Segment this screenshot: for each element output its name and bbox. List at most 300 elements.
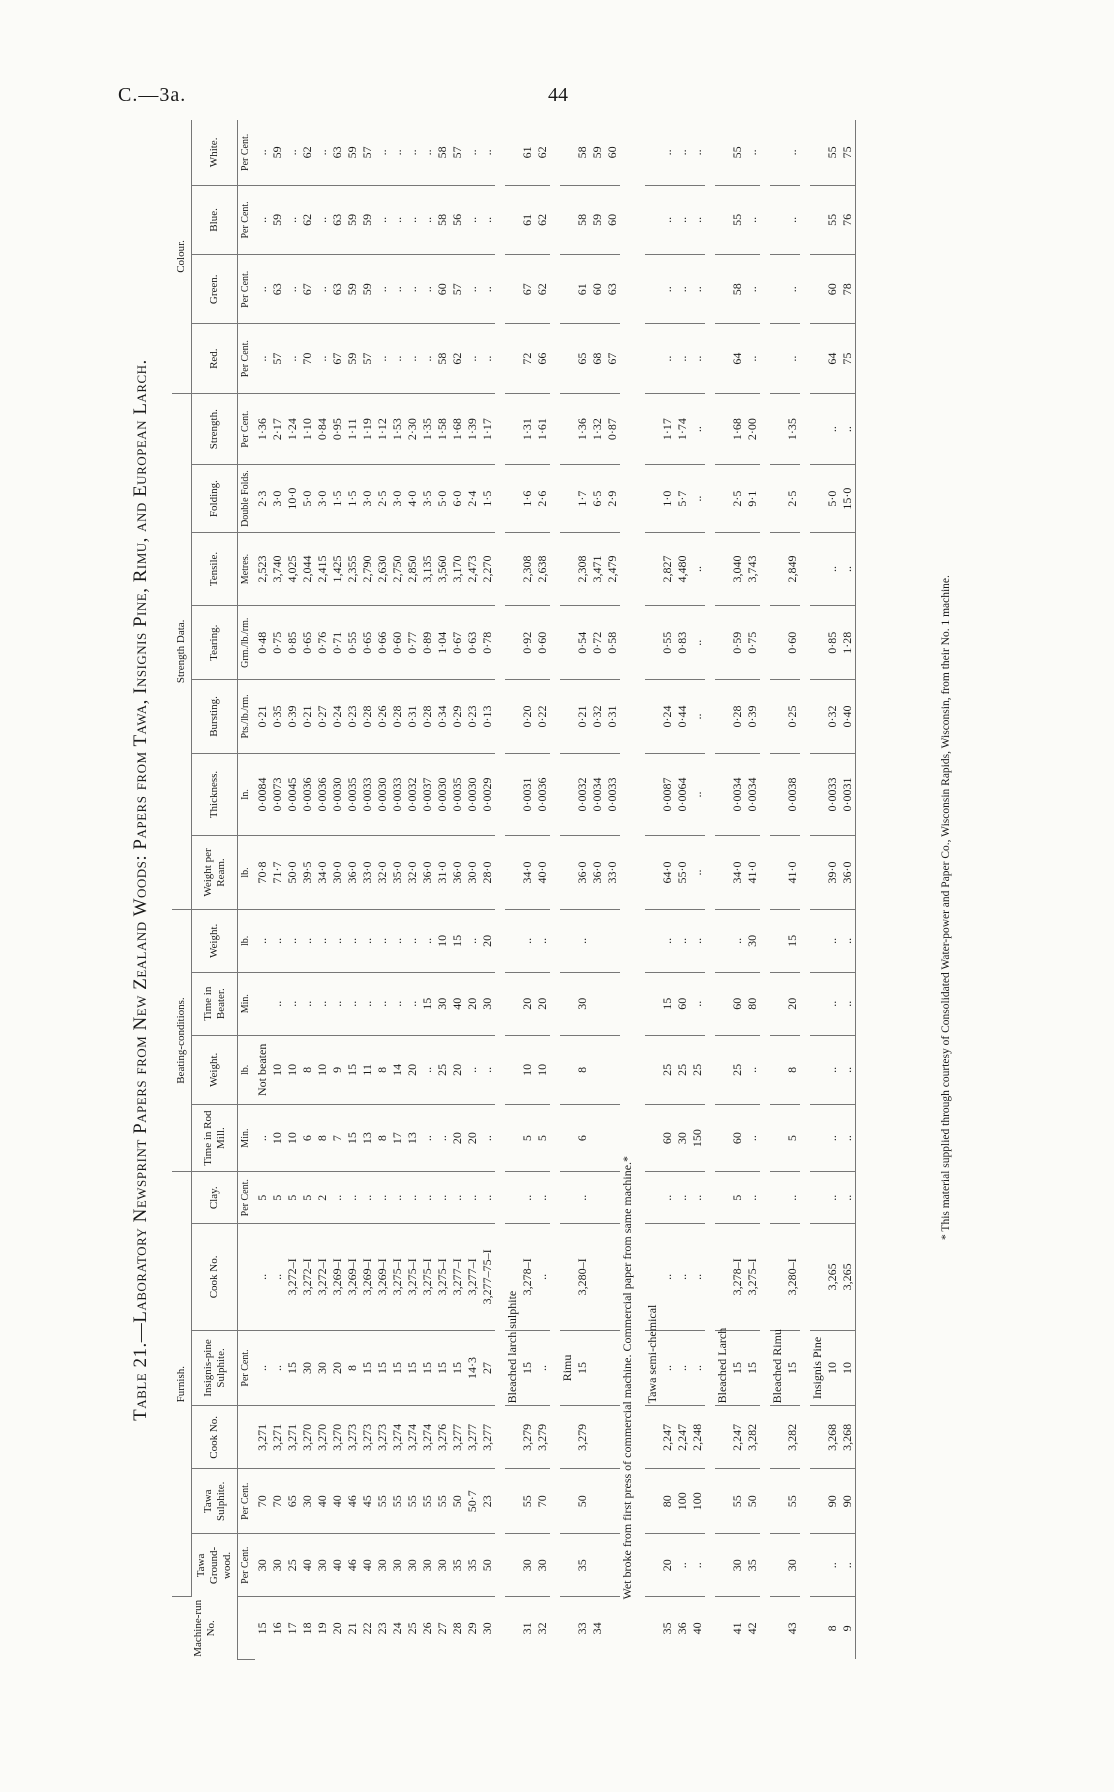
table-cell: .. bbox=[465, 1035, 480, 1104]
table-cell: 55 bbox=[405, 1469, 420, 1534]
table-cell: 15 bbox=[660, 972, 675, 1035]
blank-cell bbox=[715, 836, 730, 910]
table-cell: 25 bbox=[405, 1622, 419, 1635]
table-cell: 59 bbox=[360, 255, 375, 324]
table-cell: 25 bbox=[435, 1035, 450, 1104]
table-row bbox=[420, 120, 435, 1660]
table-cell: 0·59 bbox=[730, 606, 745, 680]
table-cell: 0·27 bbox=[315, 680, 330, 754]
blank-cell bbox=[810, 1105, 825, 1172]
table-cell: 5 bbox=[255, 1172, 270, 1224]
table-cell: .. bbox=[675, 1534, 690, 1597]
blank-cell bbox=[770, 1534, 785, 1597]
table-cell: .. bbox=[405, 185, 420, 254]
unit-cell: lb. bbox=[238, 909, 256, 972]
table-cell: .. bbox=[825, 1172, 840, 1224]
table-cell: 30 bbox=[270, 1534, 285, 1597]
table-cell: 64 bbox=[825, 324, 840, 393]
table-cell: 3,272–I bbox=[285, 1224, 300, 1330]
table-cell: 7 bbox=[330, 1105, 345, 1172]
table-cell: 10 bbox=[435, 909, 450, 972]
table-cell: 0·40 bbox=[840, 680, 856, 754]
table-cell: 15 bbox=[405, 1330, 420, 1406]
table-cell: .. bbox=[690, 393, 705, 465]
table-cell: 3,277–75–I bbox=[480, 1224, 495, 1330]
table-cell: 30 bbox=[730, 1534, 745, 1597]
table-cell: 55 bbox=[730, 120, 745, 185]
table-cell: 35 bbox=[465, 1534, 480, 1597]
table-cell: 15·0 bbox=[840, 465, 856, 532]
table-cell: .. bbox=[480, 185, 495, 254]
table-row bbox=[535, 120, 550, 1660]
table-cell: 65 bbox=[575, 324, 590, 393]
table-cell: .. bbox=[270, 1224, 285, 1330]
table-cell: 2,630 bbox=[375, 532, 390, 606]
table-cell: 0·0030 bbox=[435, 753, 450, 835]
col-header: Clay. bbox=[192, 1172, 238, 1224]
table-cell: 59 bbox=[345, 324, 360, 393]
table-cell: 0·0064 bbox=[675, 753, 690, 835]
table-cell: 0·60 bbox=[535, 606, 550, 680]
blank-cell bbox=[715, 753, 730, 835]
col-header: Green. bbox=[192, 255, 238, 324]
table-cell: 59 bbox=[590, 185, 605, 254]
table-cell: 55 bbox=[825, 185, 840, 254]
table-cell: 0·71 bbox=[330, 606, 345, 680]
table-cell: 90 bbox=[825, 1469, 840, 1534]
blank-cell bbox=[505, 1469, 520, 1534]
table-cell: 36 bbox=[675, 1622, 689, 1635]
table-cell: 0·85 bbox=[825, 606, 840, 680]
table-cell: 0·22 bbox=[535, 680, 550, 754]
table-cell: .. bbox=[690, 972, 705, 1035]
table-cell: 3,273 bbox=[375, 1406, 390, 1469]
blank-cell bbox=[505, 753, 520, 835]
table-cell: .. bbox=[690, 680, 705, 754]
table-cell: 68 bbox=[590, 324, 605, 393]
blank-cell bbox=[560, 1469, 575, 1534]
table-cell: .. bbox=[690, 1172, 705, 1224]
table-cell: 55 bbox=[375, 1469, 390, 1534]
table-cell: .. bbox=[405, 120, 420, 185]
table-cell: 5 bbox=[300, 1172, 315, 1224]
table-cell: 0·0029 bbox=[480, 753, 495, 835]
table-cell: 5 bbox=[270, 1172, 285, 1224]
table-cell: .. bbox=[660, 1330, 675, 1406]
table-cell: 30 bbox=[315, 1330, 330, 1406]
table-cell: 70 bbox=[255, 1469, 270, 1534]
table-cell: 1·17 bbox=[480, 393, 495, 465]
table-cell: 30 bbox=[785, 1534, 800, 1597]
table-cell: 34 bbox=[590, 1622, 604, 1635]
table-cell: 32·0 bbox=[375, 836, 390, 910]
table-cell: .. bbox=[405, 1172, 420, 1224]
table-cell: 5 bbox=[285, 1172, 300, 1224]
table-cell: 0·0037 bbox=[420, 753, 435, 835]
table-cell: 75 bbox=[840, 324, 856, 393]
table-row bbox=[785, 120, 800, 1660]
blank-cell bbox=[645, 120, 660, 185]
table-row bbox=[345, 120, 360, 1660]
table-cell: .. bbox=[270, 909, 285, 972]
blank-cell bbox=[560, 1534, 575, 1597]
table-cell: 0·0036 bbox=[300, 753, 315, 835]
table-cell: 10 bbox=[285, 1105, 300, 1172]
table-cell: .. bbox=[330, 1172, 345, 1224]
table-cell: 0·13 bbox=[480, 680, 495, 754]
table-cell: 10 bbox=[285, 1035, 300, 1104]
table-cell: 63 bbox=[605, 255, 620, 324]
table-cell: .. bbox=[285, 324, 300, 393]
blank-cell bbox=[770, 606, 785, 680]
table-cell: 58 bbox=[435, 185, 450, 254]
table-cell: .. bbox=[255, 255, 270, 324]
table-cell: 50 bbox=[745, 1469, 760, 1534]
table-cell: 61 bbox=[575, 255, 590, 324]
blank-cell bbox=[810, 972, 825, 1035]
table-cell bbox=[605, 1224, 620, 1330]
table-cell: .. bbox=[465, 120, 480, 185]
blank-cell bbox=[560, 753, 575, 835]
blank-cell bbox=[505, 465, 520, 532]
table-cell: 3,740 bbox=[270, 532, 285, 606]
table-cell: 30 bbox=[535, 1534, 550, 1597]
table-cell: 50 bbox=[450, 1469, 465, 1534]
table-cell: 13 bbox=[360, 1105, 375, 1172]
section-label: Bleached Larch bbox=[715, 1330, 730, 1406]
table-cell: 70 bbox=[270, 1469, 285, 1534]
table-cell: 10 bbox=[315, 1035, 330, 1104]
table-cell: 62 bbox=[450, 324, 465, 393]
table-cell bbox=[605, 972, 620, 1035]
table-cell: .. bbox=[535, 1224, 550, 1330]
table-cell bbox=[605, 1035, 620, 1104]
blank-cell bbox=[505, 1105, 520, 1172]
group-header-colour: Colour. bbox=[172, 120, 192, 393]
table-cell: 100 bbox=[690, 1469, 705, 1534]
table-cell: 60 bbox=[675, 972, 690, 1035]
table-cell: 0·0032 bbox=[575, 753, 590, 835]
table-cell: .. bbox=[330, 972, 345, 1035]
table-cell: 0·23 bbox=[465, 680, 480, 754]
section-label: Bleached larch sulphite bbox=[505, 1330, 520, 1406]
table-cell: 3,269–I bbox=[330, 1224, 345, 1330]
table-cell: 35 bbox=[575, 1534, 590, 1597]
blank-cell bbox=[505, 255, 520, 324]
table-cell: 57 bbox=[360, 120, 375, 185]
table-cell: 58 bbox=[435, 120, 450, 185]
table-row bbox=[730, 120, 745, 1660]
table-cell: 0·66 bbox=[375, 606, 390, 680]
table-cell: .. bbox=[390, 909, 405, 972]
table-cell bbox=[590, 1534, 605, 1597]
blank-cell bbox=[505, 606, 520, 680]
table-cell: 29 bbox=[465, 1622, 479, 1635]
table-cell: 62 bbox=[300, 120, 315, 185]
table-cell: .. bbox=[675, 185, 690, 254]
table-cell: .. bbox=[535, 1172, 550, 1224]
table-cell: 3,560 bbox=[435, 532, 450, 606]
table-cell: .. bbox=[375, 909, 390, 972]
table-cell: .. bbox=[405, 324, 420, 393]
table-cell: 0·77 bbox=[405, 606, 420, 680]
blank-cell bbox=[560, 1172, 575, 1224]
table-cell bbox=[605, 1172, 620, 1224]
table-cell: 66 bbox=[535, 324, 550, 393]
table-cell: 46 bbox=[345, 1469, 360, 1534]
blank-cell bbox=[810, 1469, 825, 1534]
table-cell: 0·48 bbox=[255, 606, 270, 680]
table-cell: 20 bbox=[405, 1035, 420, 1104]
unit-cell: Metres. bbox=[238, 532, 256, 606]
table-cell: 62 bbox=[535, 185, 550, 254]
table-cell: .. bbox=[420, 1172, 435, 1224]
unit-cell: Double Folds. bbox=[238, 465, 256, 532]
blank-cell bbox=[560, 532, 575, 606]
blank-cell bbox=[505, 909, 520, 972]
table-cell: .. bbox=[465, 185, 480, 254]
blank-cell bbox=[560, 255, 575, 324]
blank-cell bbox=[505, 185, 520, 254]
table-cell: 2,638 bbox=[535, 532, 550, 606]
blank-cell bbox=[645, 1469, 660, 1534]
table-cell: 15 bbox=[435, 1330, 450, 1406]
table-cell: 3,275–I bbox=[390, 1224, 405, 1330]
table-cell: 6 bbox=[575, 1105, 590, 1172]
table-cell: 30 bbox=[255, 1534, 270, 1597]
table-cell: 0·60 bbox=[390, 606, 405, 680]
col-header: Cook No. bbox=[192, 1406, 238, 1469]
blank-cell bbox=[505, 680, 520, 754]
table-cell: 20 bbox=[330, 1622, 344, 1635]
blank-cell bbox=[505, 532, 520, 606]
table-cell: 3,277 bbox=[480, 1406, 495, 1469]
table-cell: 3,265 bbox=[840, 1224, 856, 1330]
section-gap bbox=[760, 120, 770, 1660]
table-cell: 0·0033 bbox=[605, 753, 620, 835]
table-cell: 1·36 bbox=[575, 393, 590, 465]
table-cell: .. bbox=[675, 1330, 690, 1406]
blank-cell bbox=[715, 972, 730, 1035]
blank-cell bbox=[645, 972, 660, 1035]
table-cell: .. bbox=[450, 1172, 465, 1224]
table-cell: 0·83 bbox=[675, 606, 690, 680]
table-cell: 58 bbox=[575, 120, 590, 185]
table-cell: 1·58 bbox=[435, 393, 450, 465]
table-cell: 31 bbox=[520, 1622, 534, 1635]
table-cell: 2,248 bbox=[690, 1406, 705, 1469]
table-cell: 1·35 bbox=[420, 393, 435, 465]
table-cell: 20 bbox=[520, 972, 535, 1035]
blank-cell bbox=[645, 1172, 660, 1224]
table-cell: 59 bbox=[270, 120, 285, 185]
table-cell: 55 bbox=[435, 1469, 450, 1534]
blank-cell bbox=[715, 909, 730, 972]
table-cell: 0·25 bbox=[785, 680, 800, 754]
table-cell: 62 bbox=[535, 120, 550, 185]
blank-cell bbox=[645, 1105, 660, 1172]
blank-cell bbox=[715, 1406, 730, 1469]
table-cell: 20 bbox=[785, 972, 800, 1035]
table-cell: .. bbox=[375, 185, 390, 254]
table-row bbox=[285, 120, 300, 1660]
gap-cell bbox=[635, 120, 645, 1660]
table-cell: 30 bbox=[480, 1622, 494, 1635]
table-cell: .. bbox=[675, 1172, 690, 1224]
table-cell: .. bbox=[745, 255, 760, 324]
table-cell: 67 bbox=[330, 324, 345, 393]
column-header-row bbox=[192, 120, 238, 1660]
blank-cell bbox=[810, 1406, 825, 1469]
unit-cell: Per Cent. bbox=[238, 393, 256, 465]
table-cell: .. bbox=[420, 1105, 435, 1172]
table-cell: 0·87 bbox=[605, 393, 620, 465]
blank-cell bbox=[715, 680, 730, 754]
table-cell: 0·0033 bbox=[390, 753, 405, 835]
table-cell: .. bbox=[315, 324, 330, 393]
table-cell: 30 bbox=[745, 909, 760, 972]
blank-cell bbox=[770, 255, 785, 324]
table-cell: 2,473 bbox=[465, 532, 480, 606]
blank-cell bbox=[770, 1597, 785, 1660]
table-cell: 71·7 bbox=[270, 836, 285, 910]
table-cell: 15 bbox=[375, 1330, 390, 1406]
table-cell: .. bbox=[675, 120, 690, 185]
table-cell: 2·00 bbox=[745, 393, 760, 465]
table-cell: 50 bbox=[575, 1469, 590, 1534]
table-row bbox=[270, 120, 285, 1660]
blank-cell bbox=[715, 324, 730, 393]
gap-cell bbox=[800, 120, 810, 1660]
table-cell: 0·54 bbox=[575, 606, 590, 680]
table-cell: .. bbox=[315, 909, 330, 972]
table-cell: 32·0 bbox=[405, 836, 420, 910]
table-cell: .. bbox=[255, 324, 270, 393]
table-cell: 20 bbox=[465, 972, 480, 1035]
table-cell: 3,274 bbox=[420, 1406, 435, 1469]
table-cell: 2,247 bbox=[730, 1406, 745, 1469]
table-cell: 0·78 bbox=[480, 606, 495, 680]
table-cell: 59 bbox=[345, 185, 360, 254]
table-cell: 46 bbox=[345, 1534, 360, 1597]
section-label: Tawa semi-chemical bbox=[645, 1330, 660, 1406]
table-cell: 0·0030 bbox=[330, 753, 345, 835]
table-cell: 0·55 bbox=[660, 606, 675, 680]
table-cell: 62 bbox=[535, 255, 550, 324]
table-cell: .. bbox=[825, 909, 840, 972]
table-row bbox=[300, 120, 315, 1660]
table-cell: .. bbox=[660, 185, 675, 254]
table-cell: 2,308 bbox=[575, 532, 590, 606]
table-cell: 70 bbox=[535, 1469, 550, 1534]
table-cell: 27 bbox=[480, 1330, 495, 1406]
blank-cell bbox=[810, 120, 825, 185]
blank-cell bbox=[645, 393, 660, 465]
table-row bbox=[745, 120, 760, 1660]
table-cell: 25 bbox=[730, 1035, 745, 1104]
blank-cell bbox=[715, 393, 730, 465]
table-cell: 42 bbox=[745, 1622, 759, 1635]
document-code: C.—3a. bbox=[118, 84, 187, 106]
table-cell: 2,355 bbox=[345, 532, 360, 606]
table-cell: .. bbox=[375, 1172, 390, 1224]
table-cell: 3,272–I bbox=[300, 1224, 315, 1330]
table-cell: 15 bbox=[390, 1330, 405, 1406]
table-cell bbox=[605, 1105, 620, 1172]
blank-cell bbox=[505, 1035, 520, 1104]
table-cell: .. bbox=[825, 1035, 840, 1104]
table-cell bbox=[590, 1035, 605, 1104]
table-row bbox=[840, 120, 856, 1660]
table-cell: 0·29 bbox=[450, 680, 465, 754]
blank-cell bbox=[715, 1534, 730, 1597]
table-cell: .. bbox=[840, 393, 856, 465]
table-cell: 1·36 bbox=[255, 393, 270, 465]
table-cell: 2,827 bbox=[660, 532, 675, 606]
blank-cell bbox=[770, 1224, 785, 1330]
table-cell: .. bbox=[675, 1224, 690, 1330]
table-cell: 3,135 bbox=[420, 532, 435, 606]
table-cell: .. bbox=[660, 1224, 675, 1330]
table-cell: .. bbox=[675, 909, 690, 972]
table-cell bbox=[590, 1469, 605, 1534]
table-cell: 33 bbox=[575, 1622, 589, 1635]
blank-cell bbox=[715, 120, 730, 185]
table-cell: 3·0 bbox=[390, 465, 405, 532]
table-cell: .. bbox=[465, 324, 480, 393]
table-cell: 15 bbox=[285, 1330, 300, 1406]
table-cell: 1·6 bbox=[520, 465, 535, 532]
table-cell: 59 bbox=[345, 255, 360, 324]
table-cell: 0·0031 bbox=[520, 753, 535, 835]
table-cell: 40 bbox=[690, 1622, 704, 1635]
table-cell: 9·1 bbox=[745, 465, 760, 532]
rotated-table-region bbox=[130, 120, 1010, 1660]
blank-cell bbox=[715, 1105, 730, 1172]
table-cell: 55 bbox=[520, 1469, 535, 1534]
blank-cell bbox=[770, 1406, 785, 1469]
table-cell: 15 bbox=[450, 909, 465, 972]
table-cell: 5·0 bbox=[435, 465, 450, 532]
table-cell: 2·5 bbox=[375, 465, 390, 532]
blank-cell bbox=[715, 255, 730, 324]
table-cell: 55 bbox=[730, 1469, 745, 1534]
blank-cell bbox=[645, 606, 660, 680]
table-cell: .. bbox=[285, 185, 300, 254]
table-cell: 9 bbox=[840, 1625, 854, 1632]
table-cell: .. bbox=[825, 972, 840, 1035]
table-cell: 3,170 bbox=[450, 532, 465, 606]
table-cell: 25 bbox=[660, 1035, 675, 1104]
section-label-row bbox=[645, 120, 660, 1660]
table-cell: 3,275–I bbox=[405, 1224, 420, 1330]
blank-cell bbox=[770, 972, 785, 1035]
table-cell: 0·35 bbox=[270, 680, 285, 754]
table-cell: 30 bbox=[575, 972, 590, 1035]
table-cell: .. bbox=[270, 972, 285, 1035]
blank-cell bbox=[560, 1105, 575, 1172]
table-cell: 1·04 bbox=[435, 606, 450, 680]
table-cell: 2,790 bbox=[360, 532, 375, 606]
table-cell: 3,271 bbox=[270, 1406, 285, 1469]
table-cell: 3·0 bbox=[270, 465, 285, 532]
section-gap bbox=[635, 120, 645, 1660]
gap-cell bbox=[550, 120, 560, 1660]
blank-cell bbox=[715, 1597, 730, 1660]
table-cell: 0·0030 bbox=[375, 753, 390, 835]
page-number: 44 bbox=[548, 84, 568, 106]
table-cell: 1·68 bbox=[730, 393, 745, 465]
